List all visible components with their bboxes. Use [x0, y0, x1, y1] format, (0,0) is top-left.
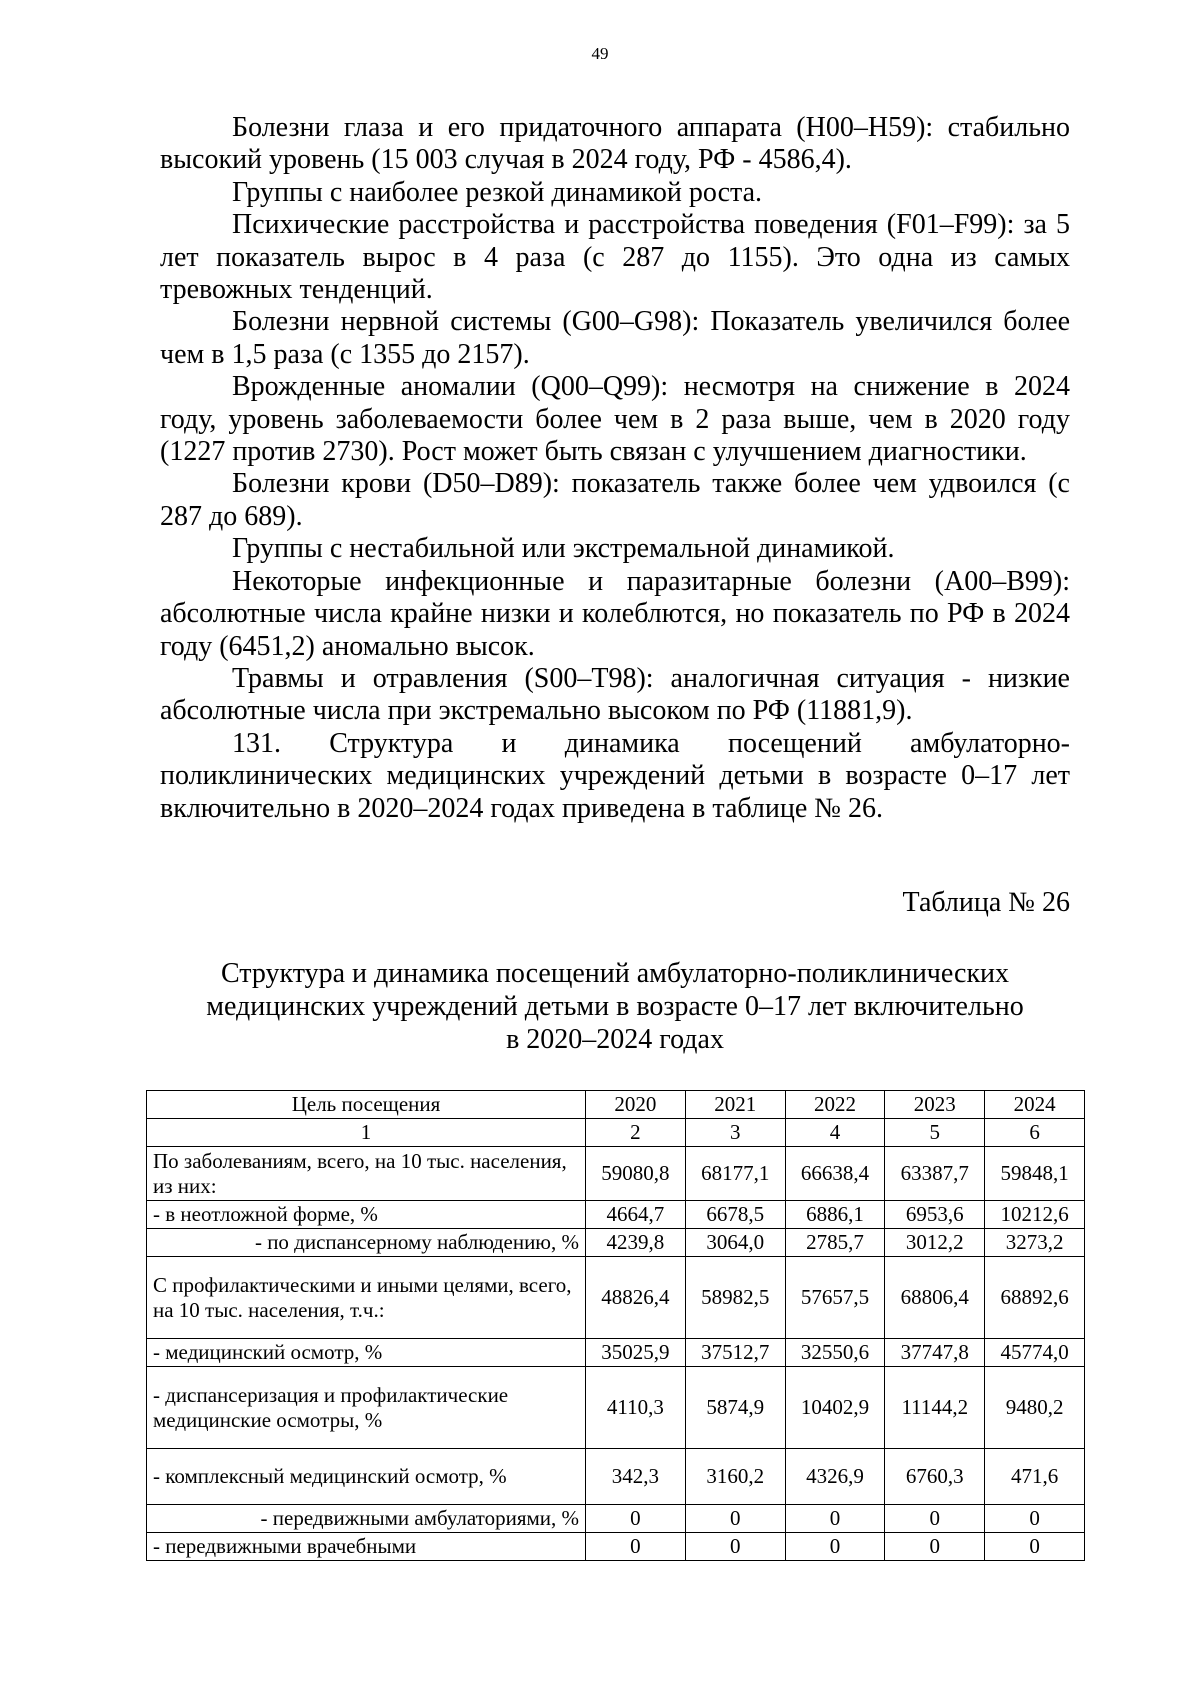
numbering-cell: 4: [785, 1119, 885, 1147]
value-cell: 0: [985, 1505, 1085, 1533]
value-cell: 3273,2: [985, 1229, 1085, 1257]
row-label: - передвижными врачебными: [147, 1533, 586, 1561]
value-cell: 10402,9: [785, 1367, 885, 1449]
paragraph-section-131: 131. Структура и динамика посещений амбулаторно-поликлинических медицинских учреждений детьми в возрасте 0–17 лет включительно в 2020–2024 годах приведена в таблице № 26.: [160, 727, 1070, 824]
value-cell: 68177,1: [685, 1147, 785, 1201]
header-cell: 2022: [785, 1091, 885, 1119]
value-cell: 0: [885, 1533, 985, 1561]
paragraph-blood-diseases: Болезни крови (D50–D89): показатель также более чем удвоился (с 287 до 689).: [160, 468, 1070, 532]
table-title-line: Структура и динамика посещений амбулаторно-поликлинических: [220, 958, 1010, 989]
value-cell: 4664,7: [586, 1201, 686, 1229]
value-cell: 0: [685, 1505, 785, 1533]
value-cell: 6953,6: [885, 1201, 985, 1229]
value-cell: 4239,8: [586, 1229, 686, 1257]
table-header-row: [147, 1091, 1085, 1119]
value-cell: 471,6: [985, 1449, 1085, 1505]
value-cell: 59848,1: [985, 1147, 1085, 1201]
value-cell: 0: [885, 1505, 985, 1533]
row-label: - передвижными амбулаториями, %: [147, 1505, 586, 1533]
value-cell: 45774,0: [985, 1339, 1085, 1367]
value-cell: 37512,7: [685, 1339, 785, 1367]
numbering-cell: 1: [147, 1119, 586, 1147]
page-number: 49: [591, 44, 609, 63]
table-row: [147, 1449, 1085, 1505]
value-cell: 3012,2: [885, 1229, 985, 1257]
value-cell: 68892,6: [985, 1257, 1085, 1339]
value-cell: 0: [985, 1533, 1085, 1561]
table-row: [147, 1339, 1085, 1367]
value-cell: 0: [586, 1533, 686, 1561]
value-cell: 57657,5: [785, 1257, 885, 1339]
table-row: [147, 1229, 1085, 1257]
value-cell: 0: [685, 1533, 785, 1561]
value-cell: 63387,7: [885, 1147, 985, 1201]
row-label: - в неотложной форме, %: [147, 1201, 586, 1229]
header-cell: Цель посещения: [147, 1091, 586, 1119]
value-cell: 59080,8: [586, 1147, 686, 1201]
row-label: - комплексный медицинский осмотр, %: [147, 1449, 586, 1505]
visits-table: [146, 1090, 1085, 1561]
paragraph-unstable-groups: Группы с нестабильной или экстремальной динамикой.: [232, 533, 895, 565]
paragraph-eye-diseases: Болезни глаза и его придаточного аппарата (H00–H59): стабильно высокий уровень (15 003 случая в 2024 году, РФ - 4586,4).: [160, 112, 1070, 176]
paragraph-growth-groups: Группы с наиболее резкой динамикой роста.: [232, 176, 763, 208]
paragraph-nervous-system: Болезни нервной системы (G00–G98): Показатель увеличился более чем в 1,5 раза (с 1355 до 2157).: [160, 306, 1070, 370]
body-text: [160, 112, 1070, 825]
value-cell: 3160,2: [685, 1449, 785, 1505]
table-title: [160, 957, 1070, 1056]
row-label: По заболеваниям, всего, на 10 тыс. населения, из них:: [147, 1147, 586, 1201]
header-cell: 2023: [885, 1091, 985, 1119]
value-cell: 58982,5: [685, 1257, 785, 1339]
value-cell: 4110,3: [586, 1367, 686, 1449]
value-cell: 35025,9: [586, 1339, 686, 1367]
table-numbering-row: [147, 1119, 1085, 1147]
table-title-line: медицинских учреждений детьми в возрасте 0–17 лет включительно: [206, 991, 1024, 1022]
header-cell: 2021: [685, 1091, 785, 1119]
value-cell: 9480,2: [985, 1367, 1085, 1449]
paragraph-injuries: Травмы и отравления (S00–T98): аналогичная ситуация - низкие абсолютные числа при экстремально высоком по РФ (11881,9).: [160, 662, 1070, 727]
table-row: [147, 1201, 1085, 1229]
value-cell: 2785,7: [785, 1229, 885, 1257]
value-cell: 48826,4: [586, 1257, 686, 1339]
value-cell: 6760,3: [885, 1449, 985, 1505]
header-cell: 2020: [586, 1091, 686, 1119]
row-label: - диспансеризация и профилактические медицинские осмотры, %: [147, 1367, 586, 1449]
value-cell: 6678,5: [685, 1201, 785, 1229]
table-row: [147, 1533, 1085, 1561]
table-row: [147, 1505, 1085, 1533]
numbering-cell: 6: [985, 1119, 1085, 1147]
paragraph-infectious-diseases: Некоторые инфекционные и паразитарные болезни (A00–B99): абсолютные числа крайне низки и колеблются, но показатель по РФ в 2024 году (6451,2) аномально высок.: [160, 565, 1070, 662]
value-cell: 10212,6: [985, 1201, 1085, 1229]
value-cell: 6886,1: [785, 1201, 885, 1229]
value-cell: 5874,9: [685, 1367, 785, 1449]
value-cell: 342,3: [586, 1449, 686, 1505]
table-title-line: в 2020–2024 годах: [506, 1024, 724, 1055]
value-cell: 37747,8: [885, 1339, 985, 1367]
header-cell: 2024: [985, 1091, 1085, 1119]
numbering-cell: 3: [685, 1119, 785, 1147]
value-cell: 4326,9: [785, 1449, 885, 1505]
row-label: - медицинский осмотр, %: [147, 1339, 586, 1367]
table-row: [147, 1257, 1085, 1339]
value-cell: 3064,0: [685, 1229, 785, 1257]
value-cell: 66638,4: [785, 1147, 885, 1201]
table-label: Таблица № 26: [902, 887, 1070, 918]
paragraph-mental-disorders: Психические расстройства и расстройства поведения (F01–F99): за 5 лет показатель вырос в 4 раза (с 287 до 1155). Это одна из самых тревожных тенденций.: [160, 209, 1070, 306]
value-cell: 0: [785, 1533, 885, 1561]
value-cell: 0: [586, 1505, 686, 1533]
row-label: - по диспансерному наблюдению, %: [147, 1229, 586, 1257]
value-cell: 0: [785, 1505, 885, 1533]
table-row: [147, 1147, 1085, 1201]
value-cell: 11144,2: [885, 1367, 985, 1449]
value-cell: 32550,6: [785, 1339, 885, 1367]
numbering-cell: 2: [586, 1119, 686, 1147]
numbering-cell: 5: [885, 1119, 985, 1147]
paragraph-congenital-anomalies: Врожденные аномалии (Q00–Q99): несмотря на снижение в 2024 году, уровень заболеваемости более чем в 2 раза выше, чем в 2020 году (1227 против 2730). Рост может быть связан с улучшением диагностики.: [160, 371, 1070, 468]
value-cell: 68806,4: [885, 1257, 985, 1339]
table-row: [147, 1367, 1085, 1449]
row-label: С профилактическими и иными целями, всего, на 10 тыс. населения, т.ч.:: [147, 1257, 586, 1339]
